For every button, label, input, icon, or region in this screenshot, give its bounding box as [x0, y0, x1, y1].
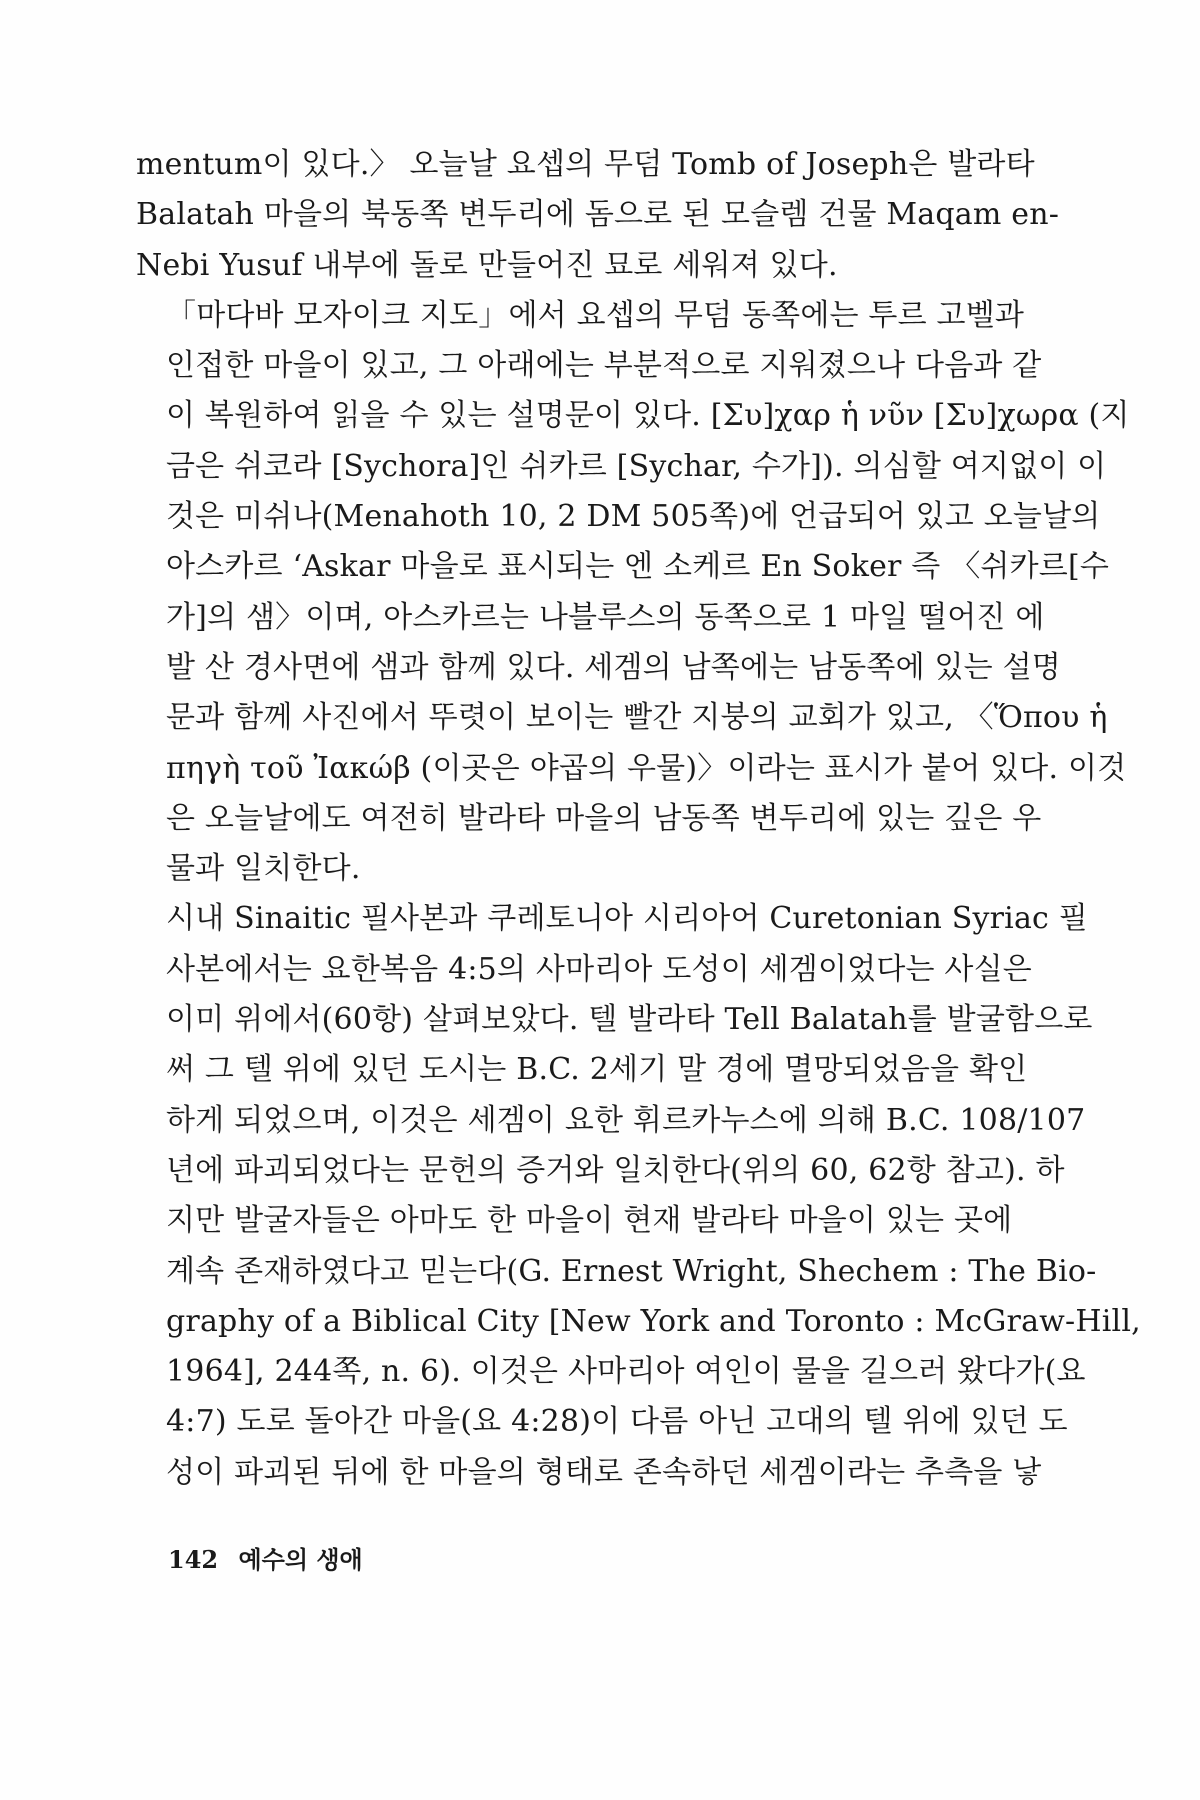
- text-line: 가]의 샘〉이며, 아스카르는 나블루스의 동쪽으로 1 마일 떨어진 에: [166, 599, 1045, 635]
- text-line: 이 복원하여 읽을 수 있는 설명문이 있다. [Συ]χαρ ἡ νῦν [Συ]χωρα (지: [166, 398, 1130, 434]
- running-title: 예수의 생애: [238, 1545, 363, 1574]
- text-line: 아스카르 ‘Askar 마을로 표시되는 엔 소케르 En Soker 즉 〈쉬카르[수: [166, 549, 1110, 585]
- page-footer: [168, 1540, 363, 1575]
- paragraph-1: [136, 140, 1060, 291]
- text-line: 년에 파괴되었다는 문헌의 증거와 일치한다(위의 60, 62항 참고). 하: [166, 1152, 1065, 1188]
- text-line: mentum이 있다.〉 오늘날 요셉의 무덤 Tomb of Joseph은 발라타: [136, 147, 1035, 182]
- text-line: Nebi Yusuf 내부에 돌로 만들어진 묘로 세워져 있다.: [136, 247, 838, 283]
- text-line: 성이 파괴된 뒤에 한 마을의 형태로 존속하던 세겜이라는 추측을 낳: [166, 1454, 1042, 1490]
- paragraph-2: [136, 291, 1130, 895]
- text-line: πηγὴ τοῦ Ἰακώβ (이곳은 야곱의 우물)〉이라는 표시가 붙어 있다. 이것: [166, 750, 1127, 786]
- text-line: 금은 쉬코라 [Sychora]인 쉬카르 [Sychar, 수가]). 의심할 여지없이 이: [166, 448, 1107, 484]
- text-line: 이미 위에서(60항) 살펴보았다. 텔 발라타 Tell Balatah를 발굴함으로: [166, 1002, 1093, 1038]
- text-line: 은 오늘날에도 여전히 발라타 마을의 남동쪽 변두리에 있는 깊은 우: [166, 800, 1042, 836]
- text-line: Balatah 마을의 북동쪽 변두리에 돔으로 된 모슬렘 건물 Maqam en-: [136, 197, 1060, 233]
- text-line: 써 그 텔 위에 있던 도시는 B.C. 2세기 말 경에 멸망되었음을 확인: [166, 1052, 1028, 1088]
- text-line: 시내 Sinaitic 필사본과 쿠레토니아 시리아어 Curetonian Syriac 필: [166, 901, 1088, 937]
- text-line: 발 산 경사면에 샘과 함께 있다. 세겜의 남쪽에는 남동쪽에 있는 설명: [166, 649, 1061, 685]
- text-line: graphy of a Biblical City [New York and Toronto : McGraw-Hill,: [166, 1303, 1141, 1339]
- text-line: 지만 발굴자들은 아마도 한 마을이 현재 발라타 마을이 있는 곳에: [166, 1203, 1013, 1239]
- text-line: 것은 미쉬나(Menahoth 10, 2 DM 505쪽)에 언급되어 있고 오늘날의: [166, 499, 1101, 535]
- text-line: 사본에서는 요한복음 4:5의 사마리아 도성이 세겜이었다는 사실은: [166, 951, 1032, 987]
- page-number: 142: [168, 1545, 219, 1574]
- text-line: 4:7) 도로 돌아간 마을(요 4:28)이 다름 아닌 고대의 텔 위에 있던 도: [166, 1404, 1068, 1440]
- text-line: 문과 함께 사진에서 뚜렷이 보이는 빨간 지붕의 교회가 있고, 〈Ὅπου ἡ: [166, 700, 1108, 736]
- text-line: 「마다바 모자이크 지도」에서 요셉의 무덤 동쪽에는 투르 고벨과: [166, 297, 1025, 333]
- text-line: 인접한 마을이 있고, 그 아래에는 부분적으로 지워졌으나 다음과 같: [166, 348, 1042, 384]
- body-text: [136, 140, 1141, 1498]
- paragraph-3: [136, 894, 1141, 1498]
- text-line: 물과 일치한다.: [166, 851, 361, 887]
- text-line: 1964], 244쪽, n. 6). 이것은 사마리아 여인이 물을 길으러 왔다가(요: [166, 1354, 1086, 1390]
- text-line: 하게 되었으며, 이것은 세겜이 요한 휘르카누스에 의해 B.C. 108/107: [166, 1102, 1086, 1138]
- text-line: 계속 존재하였다고 믿는다(G. Ernest Wright, Shechem : The Bio-: [166, 1253, 1097, 1289]
